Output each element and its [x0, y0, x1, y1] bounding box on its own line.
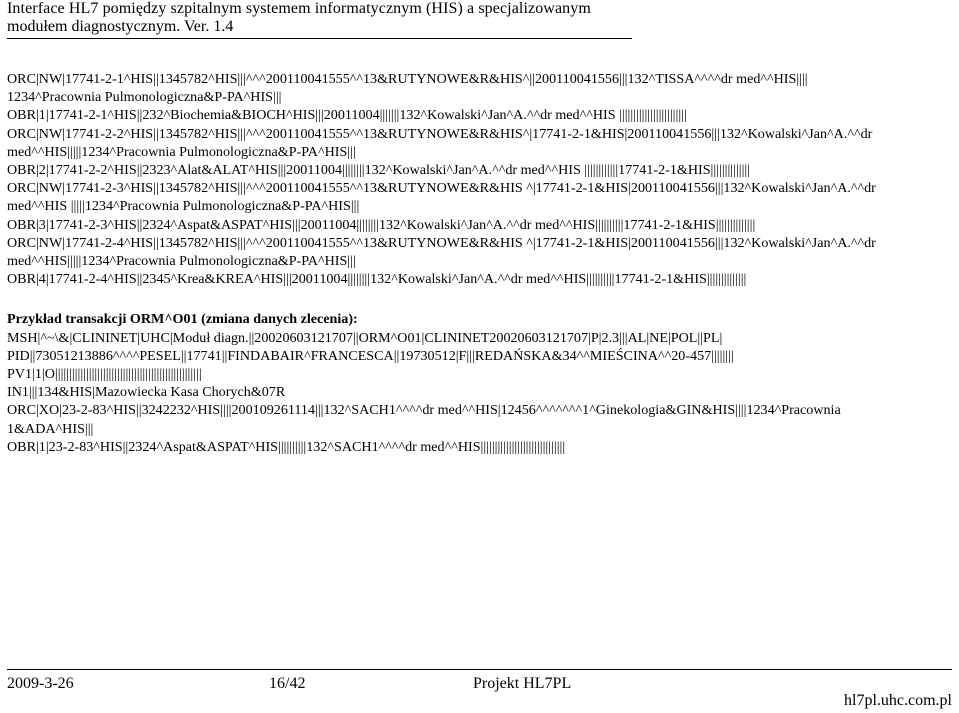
hl7-segment-line: PID||73051213886^^^^PESEL||17741||FINDABAIR^FRANCESCA||19730512|F|||REDAŃSKA&34^^MIEŚCINA^^20-457|||||||| — [7, 347, 734, 364]
hl7-segment-line: OBR|1|17741-2-1^HIS||232^Biochemia&BIOCH^HIS|||20011004|||||||132^Kowalski^Jan^A.^^dr med^^HIS |||||||||||||||||||||||| — [7, 107, 687, 124]
footer-page-number: 16/42 — [269, 675, 306, 692]
hl7-segment-line: ORC|XO|23-2-83^HIS||3242232^HIS||||200109261114|||132^SACH1^^^^dr med^^HIS|12456^^^^^^^1^Ginekologia&GIN&HIS||||1234^Pracownia — [7, 402, 841, 419]
hl7-segment-line: 1234^Pracownia Pulmonologiczna&P-PA^HIS||| — [7, 89, 282, 106]
hl7-segment-line: ORC|NW|17741-2-1^HIS||1345782^HIS|||^^^200110041555^^13&RUTYNOWE&R&HIS^||200110041556|||132^TISSA^^^^dr med^^HIS|||| — [7, 71, 808, 87]
hl7-segment-line: OBR|4|17741-2-4^HIS||2345^Krea&KREA^HIS|||20011004||||||||132^Kowalski^Jan^A.^^dr med^^HIS||||||||||17741-2-1&HIS|||||||||||||| — [7, 271, 747, 288]
hl7-segment-line: OBR|3|17741-2-3^HIS||2324^Aspat&ASPAT^HIS|||20011004||||||||132^Kowalski^Jan^A.^^dr med^^HIS||||||||||17741-2-1&HIS|||||||||||||| — [7, 216, 756, 233]
section-heading: Przykład transakcji ORM^O01 (zmiana danych zlecenia): — [7, 311, 358, 328]
hl7-segment-line: ORC|NW|17741-2-3^HIS||1345782^HIS|||^^^200110041555^^13&RUTYNOWE&R&HIS ^|17741-2-1&HIS|200110041556|||132^Kowalski^Jan^A.^^dr — [7, 180, 876, 197]
header-title-line-1: Interface HL7 pomiędzy szpitalnym systemem informatycznym (HIS) a specjalizowanym — [7, 0, 591, 17]
header-rule — [7, 38, 632, 39]
hl7-segment-line: ORC|NW|17741-2-2^HIS||1345782^HIS|||^^^200110041555^^13&RUTYNOWE&R&HIS^|17741-2-1&HIS|200110041556|||132^Kowalski^Jan^A.^^dr — [7, 125, 873, 142]
footer-site: hl7pl.uhc.com.pl — [844, 692, 952, 709]
hl7-segment-line: med^^HIS|||||1234^Pracownia Pulmonologiczna&P-PA^HIS||| — [7, 253, 356, 270]
document-footer — [7, 675, 952, 695]
footer-project-name: Projekt HL7PL — [473, 675, 572, 692]
hl7-segment-line: PV1|1|O|||||||||||||||||||||||||||||||||||||||||||||||||||| — [7, 366, 202, 383]
hl7-segment-line: ORC|NW|17741-2-4^HIS||1345782^HIS|||^^^200110041555^^13&RUTYNOWE&R&HIS ^|17741-2-1&HIS|200110041556|||132^Kowalski^Jan^A.^^dr — [7, 234, 876, 251]
hl7-segment-line: med^^HIS|||||1234^Pracownia Pulmonologiczna&P-PA^HIS||| — [7, 143, 356, 160]
document-header — [7, 0, 647, 36]
hl7-segment-line: IN1|||134&HIS|Mazowiecka Kasa Chorych&07R — [7, 384, 286, 401]
hl7-segment-line: OBR|1|23-2-83^HIS||2324^Aspat&ASPAT^HIS||||||||||132^SACH1^^^^dr med^^HIS|||||||||||||||||||||||||||||| — [7, 438, 566, 455]
document-body — [7, 70, 952, 456]
hl7-segment-line: MSH|^~\&|CLININET|UHC|Moduł diagn.||20020603121707||ORM^O01|CLININET20020603121707|P|2.3|||AL|NE|POL||PL| — [7, 329, 723, 346]
hl7-segment-line: OBR|2|17741-2-2^HIS||2323^Alat&ALAT^HIS|||20011004||||||||132^Kowalski^Jan^A.^^dr med^^HIS ||||||||||||17741-2-1&HIS|||||||||||||| — [7, 162, 751, 179]
footer-date: 2009-3-26 — [7, 675, 74, 692]
hl7-segment-line: med^^HIS |||||1234^Pracownia Pulmonologiczna&P-PA^HIS||| — [7, 198, 360, 215]
hl7-segment-line: 1&ADA^HIS||| — [7, 420, 94, 437]
header-title-line-2: modułem diagnostycznym. Ver. 1.4 — [7, 18, 234, 35]
footer-rule — [7, 669, 952, 670]
